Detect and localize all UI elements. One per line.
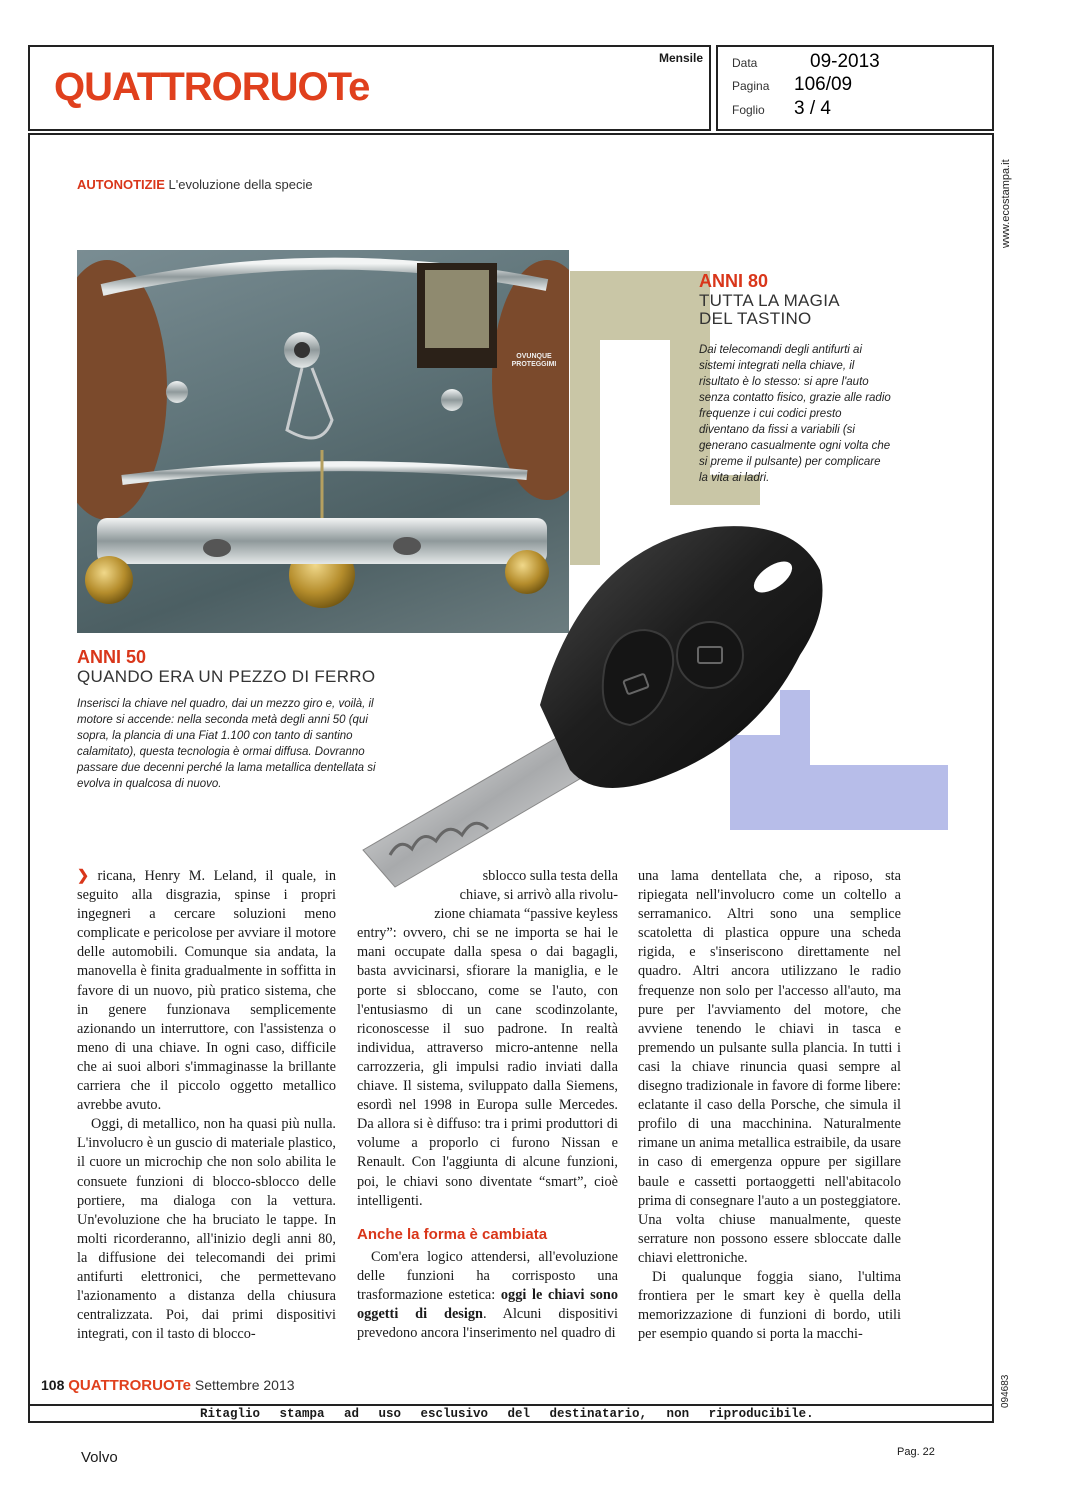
column1-paragraph1-text: ricana, Henry M. Leland, il quale, in seguito alla disgrazia, spinse i propri ingegneri a cercare soluzioni meno complicate e pericolose per avviare il motore delle automobili. Comunque sia andata, la manovella è finita gradualmente in soffitta in favore di un nuovo, più pratico sistema, che in genere funzionava semplicemente azionando un interruttore, con l'assistenza o meno di una chiave. In ogni caso, difficile che ai suoi albori s'immaginasse la brillante carriera che il piccolo oggetto metallico avrebbe avuto.	[77, 868, 337, 1114]
anni50-title: ANNI 50	[77, 647, 147, 667]
key-blade	[363, 730, 595, 887]
column2-wrap-line1: sblocco sulla testa della	[482, 868, 618, 884]
date-label: Data	[732, 56, 758, 70]
anni50-subtitle: QUANDO ERA UN PEZZO DI FERRO	[77, 667, 376, 686]
continuation-arrow-icon: ❯	[77, 868, 89, 884]
key-fob-illustration	[355, 515, 835, 895]
anni80-subtitle-line1: TUTTA LA MAGIA	[699, 291, 840, 310]
footer-rule	[28, 1404, 994, 1406]
client-name: Volvo	[81, 1449, 118, 1466]
footer-issue: Settembre 2013	[194, 1377, 295, 1393]
article-subhead: Anche la forma è cambiata	[357, 1225, 548, 1243]
column3-paragraph2: Di qualunque foggia siano, l'ultima frontiera per le smart key è quella della memorizzazione di funzioni di bordo, utili per esempio quando si porta la macchi-	[638, 1268, 901, 1343]
sheet-label: Foglio	[732, 103, 765, 117]
article-column-1	[77, 867, 336, 1344]
column3-paragraph1: una lama dentellata che, a riposo, sta ripiegata nell'involucro come un coltello a serramanico. Altri sono una semplice scatoletta di plastica oppure una scheda rigida, e s'inseriscono direttamente nel quadro. Altri ancora utilizzano le radio frequenze non solo per l'accesso all'auto, ma pure per l'avviamento del motore, che avviene tenendo le chiavi in tasca e premendo un pulsante sulla plancia. In tutti i casi la chiave rinuncia quasi sempre al disegno tradizionale in favore di forme libere: eclatante il caso della Porsche, che simula il profilo di una macchinina. Naturalmente rimane un anima metallica estraibile, da usare in caso di emergenza oppure per sigillare baule e cassetti portaoggetti nell'abitacolo prima di consegnare l'auto a un posteggiatore. Una volta chiuse manualmente, queste serrature non possono essere sbloccate dalle chiavi elettroniche.	[638, 868, 901, 1266]
section-heading	[77, 177, 313, 192]
sheet-value: 3 / 4	[794, 98, 831, 119]
column2-paragraph2-bold: oggi le chiavi sono oggetti di design	[357, 1286, 618, 1323]
anni80-caption: Dai telecomandi degli antifurti ai sistemi integrati nella chiave, il risultato è lo stesso: si apre l'auto senza contatto fisico, grazie alle radio frequenze i cui codici presto diventano da fissi a variabili (si generano casualmente ogni volta che si preme il pulsante) per complicare la vita ai ladri.	[699, 344, 891, 484]
column2-wrap-line2: chiave, si arrivò alla rivolu-	[459, 887, 618, 904]
page-footer	[41, 1377, 295, 1394]
pag-number: Pag. 22	[897, 1446, 935, 1458]
page-label: Pagina	[732, 79, 770, 93]
header-meta-box	[716, 45, 994, 131]
archive-code-vertical: 094683	[1000, 1374, 1011, 1408]
footer-magazine: QUATTRORUOTe	[68, 1377, 192, 1394]
page-value: 106/09	[794, 74, 853, 95]
website-vertical: www.ecostampa.it	[1000, 159, 1012, 248]
column2-wrap-line3: zione chiamata “passive keyless	[434, 906, 618, 923]
article-column-3	[638, 867, 901, 1344]
date-value: 09-2013	[810, 51, 880, 72]
santino-badge-text: OVUNQUE PROTEGGIMI	[511, 353, 557, 368]
column1-paragraph2: Oggi, di metallico, non ha quasi più nulla. L'involucro è un guscio di materiale plastico, il cuore un microchip che non solo abilita le consuete funzioni di blocco-sblocco delle portiere, ma dialoga con la vettura. Un'evoluzione che ha bruciato le tappe. In molti ricorderanno, all'inizio degli anni 80, la diffusione dei telecomandi dei primi antifurti elettronici, che permettevano l'azionamento a distanza della chiusura centralizzata. Poi, dai primi dispositivi integrati, con il tasto di blocco-	[77, 1116, 336, 1343]
header-logo-box	[28, 45, 711, 131]
frequency-label: Mensile	[658, 51, 703, 65]
section-tag: AUTONOTIZIE	[77, 177, 165, 192]
column1-paragraph1	[77, 867, 336, 1115]
footer-page-number: 108	[41, 1377, 65, 1393]
article-column-2	[357, 867, 618, 1343]
column2-paragraph2	[357, 1248, 618, 1343]
anni80-subtitle-line2: DEL TASTINO	[699, 309, 812, 328]
masthead-logo: QUATTRORUOTe	[54, 65, 370, 109]
column2-paragraph1: entry”: ovvero, chi se ne importa se hai le mani occupate dalla spesa o dai bagagli, basta avvicinarsi, sfiorare la maniglia, e le porte si sbloccano, come se l'auto, con l'entusiasmo di un cane scodinzolante, riconoscesse il suo padrone. In realtà individua, attraverso micro-antenne nella carrozzeria, gli impulsi radio inviati dalla chiave. Il sistema, sviluppato dalla Siemens, esordì nel 1998 in Europa sulle Mercedes. Da allora si è diffuso: tra i primi produttori di volume a proporlo ci furono Nissan e Renault. Con l'aggiunta di alcune funzioni, poi, le chiavi sono diventate “smart”, cioè intelligenti.	[357, 925, 618, 1209]
column2-paragraph2-text-c: . Alcuni dispositivi prevedono ancora l'inserimento nel quadro di	[357, 1306, 618, 1342]
disclaimer-text: Ritaglio stampa ad uso esclusivo del destinatario, non riproducibile.	[200, 1407, 814, 1421]
anni80-title: ANNI 80	[699, 271, 769, 291]
section-title: L'evoluzione della specie	[168, 177, 313, 192]
column2-paragraph2-text-a: Com'era logico attendersi, all'evoluzione delle funzioni ha corrisposto una trasformazione estetica:	[357, 1248, 618, 1303]
key-button-unlock	[677, 622, 743, 688]
anni50-caption: Inserisci la chiave nel quadro, dai un mezzo giro e, voilà, il motore si accende: nella seconda metà degli anni 50 (qui sopra, la plancia di una Fiat 1.100 con tanto di santino calamitato), questa tecnologia è ormai diffusa. Dovranno passare due decenni perché la lama metallica dentellata si evolva in qualcosa di nuovo.	[77, 698, 376, 790]
